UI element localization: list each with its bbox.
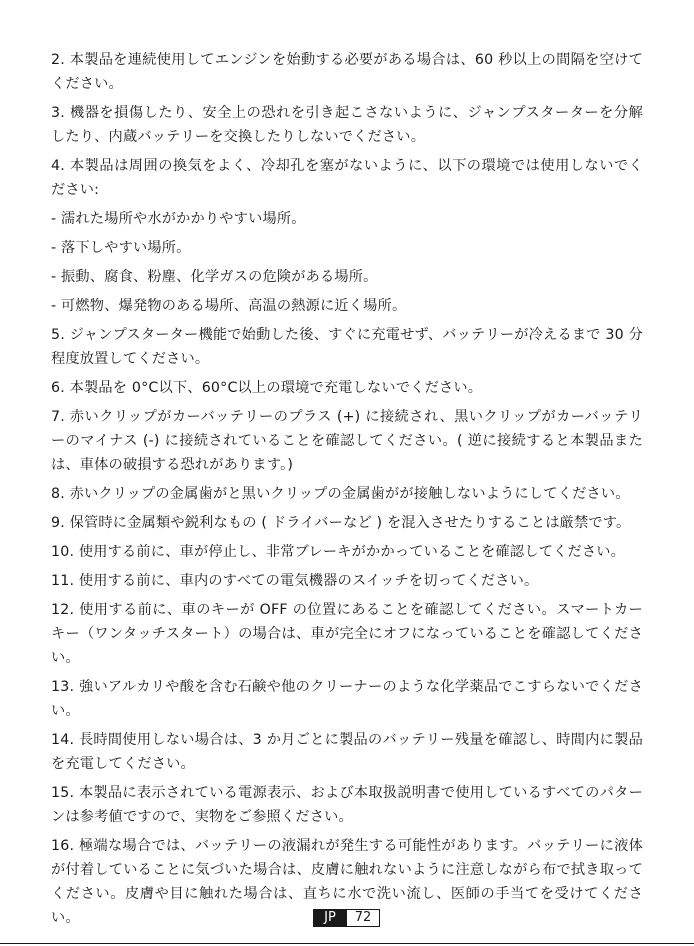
paragraph-item-8: 8. 赤いクリップの金属歯がと黒いクリップの金属歯がが接触しないようにしてください。 — [51, 486, 630, 502]
paragraph-item-5: 5. ジャンプスターター機能で始動した後、すぐに充電せず、バッテリーが冷えるまで 30 分程度放置してください。 — [51, 327, 643, 367]
paragraph-item-14: 14. 長時間使用しない場合は、3 か月ごとに製品のバッテリー残量を確認し、時間内に製品を充電してください。 — [51, 732, 643, 772]
paragraph-item-6: 6. 本製品を 0°C以下、60°C以上の環境で充電しないでください。 — [51, 380, 483, 396]
paragraph-item-15: 15. 本製品に表示されている電源表示、および本取扱説明書で使用しているすべてのパターンは参考値ですので、実物をご参照ください。 — [51, 785, 643, 825]
paragraph-item-7: 7. 赤いクリップがカーバッテリーのプラス (+) に接続され、黒いクリップがカーバッテリーのマイナス (-) に接続されていることを確認してください。( 逆に接続すると本製品または、車体の破損する恐れがあります。) — [51, 409, 643, 473]
paragraph-item-9: 9. 保管時に金属類や鋭利なもの ( ドライバーなど ) を混入させたりすることは厳禁です。 — [51, 515, 631, 531]
bullet-item-fall-risk: - 落下しやすい場所。 — [51, 240, 191, 256]
paragraph-item-12: 12. 使用する前に、車のキーが OFF の位置にあることを確認してください。スマートカーキー（ワンタッチスタート）の場合は、車が完全にオフになっていることを確認してください。 — [51, 602, 643, 666]
bullet-item-vibration: - 振動、腐食、粉塵、化学ガスの危険がある場所。 — [51, 269, 378, 285]
paragraph-item-2: 2. 本製品を連続使用してエンジンを始動する必要がある場合は、60 秒以上の間隔を空けてください。 — [51, 52, 643, 92]
paragraph-item-16: 16. 極端な場合では、バッテリーの液漏れが発生する可能性があります。バッテリーに液体が付着していることに気づいた場合は、皮膚に触れないように注意しながら布で拭き取ってください。皮膚や目に触れた場合は、直ちに水で洗い流し、医師の手当てを受けてください。 — [51, 838, 643, 926]
paragraph-item-4: 4. 本製品は周囲の換気をよく、冷却孔を塞がないように、以下の環境では使用しないでください: — [51, 158, 643, 198]
bottom-divider — [0, 943, 694, 944]
paragraph-item-3: 3. 機器を損傷したり、安全上の恐れを引き起こさないように、ジャンプスターターを分解したり、内蔵バッテリーを交換したりしないでください。 — [51, 105, 643, 145]
page-footer — [313, 909, 380, 927]
language-tag: JP — [313, 909, 347, 927]
page-number: 72 — [347, 909, 380, 927]
paragraph-item-11: 11. 使用する前に、車内のすべての電気機器のスイッチを切ってください。 — [51, 573, 539, 589]
document-body — [51, 48, 643, 935]
paragraph-item-13: 13. 強いアルカリや酸を含む石鹸や他のクリーナーのような化学薬品でこすらないでください。 — [51, 679, 643, 719]
bullet-item-flammables: - 可燃物、爆発物のある場所、高温の熱源に近く場所。 — [51, 298, 407, 314]
bullet-item-wet-places: - 濡れた場所や水がかかりやすい場所。 — [51, 211, 306, 227]
paragraph-item-10: 10. 使用する前に、車が停止し、非常ブレーキがかかっていることを確認してください。 — [51, 544, 626, 560]
